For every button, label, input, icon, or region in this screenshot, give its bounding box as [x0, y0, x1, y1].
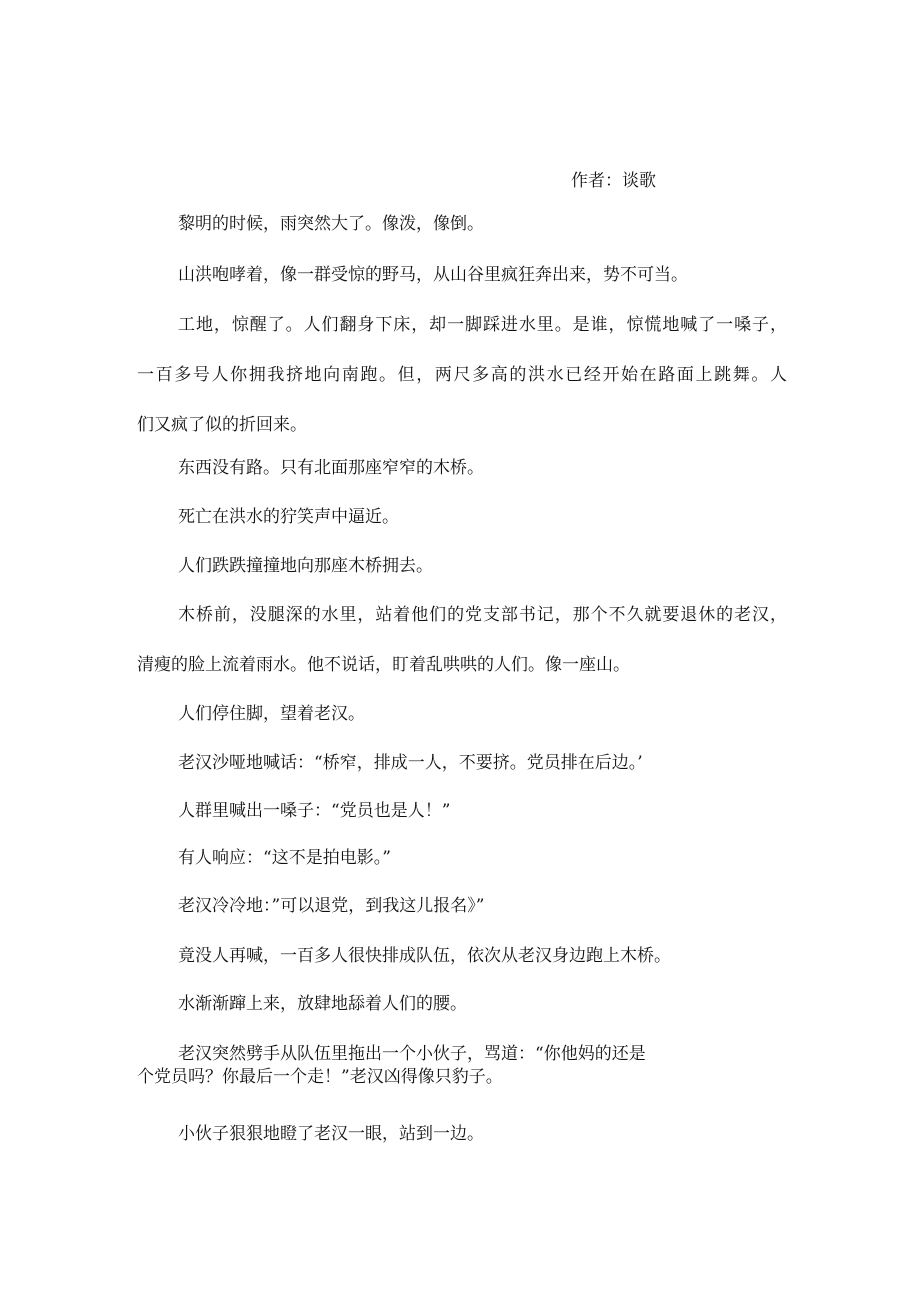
paragraph: 黎明的时候，雨突然大了。像泼，像倒。: [178, 214, 484, 234]
paragraph-multiline: [137, 605, 787, 675]
paragraph-multiline: [137, 1044, 787, 1087]
paragraph: 东西没有路。只有北面那座窄窄的木桥。: [178, 458, 484, 478]
paragraph-multiline: [137, 315, 787, 435]
paragraph: 人群里喊出一嗓子：“党员也是人！”: [178, 801, 451, 821]
paragraph: 老汉冷冷地：”可以退党，到我这儿报名》”: [178, 896, 485, 916]
paragraph-line: 木桥前，没腿深的水里，站着他们的党支部书记，那个不久就要退休的老汉，: [178, 605, 787, 625]
paragraph-line: 们又疯了似的折回来。: [137, 415, 307, 435]
paragraph-line: 老汉突然劈手从队伍里拖出一个小伙子，骂道：“你他妈的还是: [178, 1044, 646, 1064]
author-line: 作者：谈歌: [571, 171, 656, 191]
paragraph: 山洪咆哮着，像一群受惊的野马，从山谷里疯狂奔出来，势不可当。: [178, 265, 688, 285]
paragraph-line: 清瘦的脸上流着雨水。他不说话，盯着乱哄哄的人们。像一座山。: [137, 655, 630, 675]
paragraph: 人们跌跌撞撞地向那座木桥拥去。: [178, 556, 433, 576]
paragraph: 小伙子狠狠地瞪了老汉一眼，站到一边。: [178, 1124, 484, 1144]
paragraph: 死亡在洪水的狞笑声中逼近。: [178, 507, 399, 527]
paragraph: 竟没人再喊，一百多人很快排成队伍，依次从老汉身边跑上木桥。: [178, 946, 671, 966]
paragraph: 水渐渐蹿上来，放肆地舔着人们的腰。: [178, 994, 467, 1014]
paragraph-line: 一百多号人你拥我挤地向南跑。但，两尺多高的洪水已经开始在路面上跳舞。人: [137, 365, 787, 385]
paragraph: 人们停住脚，望着老汉。: [178, 704, 365, 724]
paragraph-line: 工地，惊醒了。人们翻身下床，却一脚踩进水里。是谁，惊慌地喊了一嗓子，: [178, 315, 787, 335]
paragraph: 老汉沙哑地喊话：“桥窄，排成一人，不要挤。党员排在后边。’: [178, 753, 643, 773]
paragraph: 有人响应：“这不是拍电影。”: [178, 848, 391, 868]
paragraph-line: 个党员吗？你最后一个走！”老汉凶得像只豹子。: [137, 1067, 503, 1087]
